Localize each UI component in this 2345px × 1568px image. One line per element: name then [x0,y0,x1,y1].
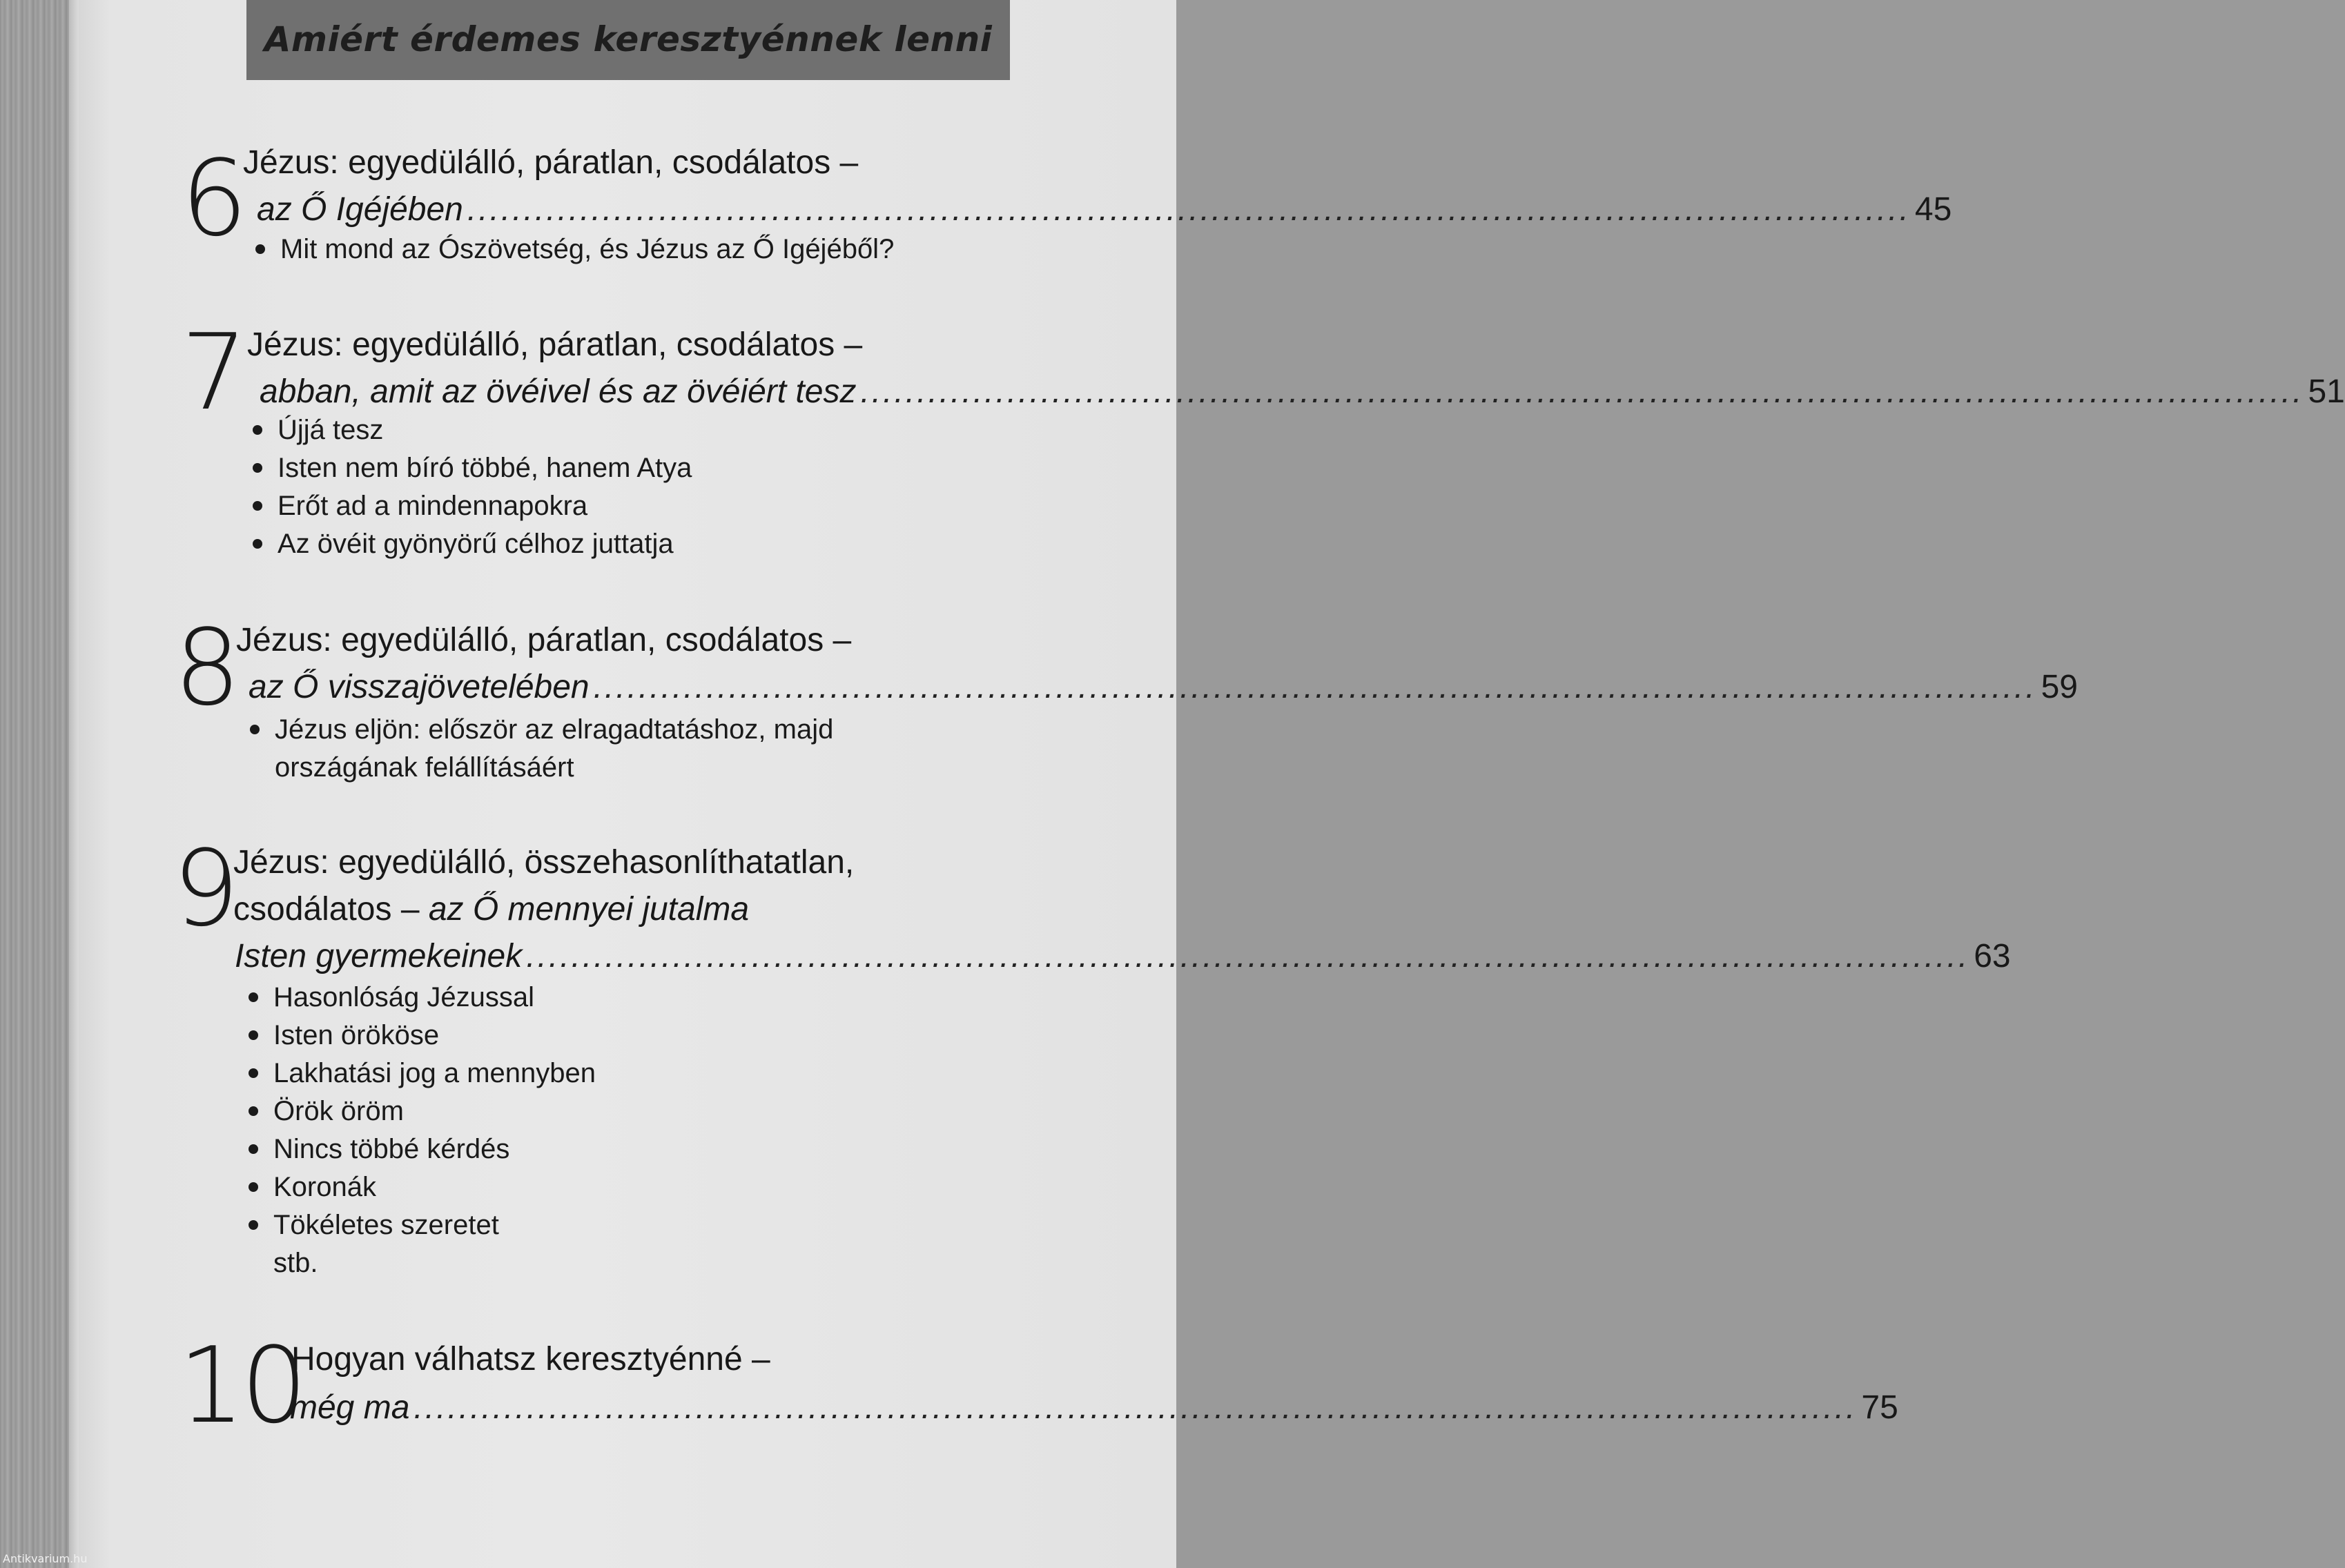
bullet-icon [253,463,262,473]
bullet-icon [249,1144,258,1154]
header-bar [246,0,1010,80]
list-item: Lakhatási jog a mennyben [249,1055,596,1092]
leader-dots: ................................................................................................................................ [593,669,2037,705]
entry-subtitle: az Ő visszajövetelében [249,669,590,705]
bullet-list [249,979,596,1282]
page-number: 59 [2041,669,2078,705]
bullet-icon [249,1106,258,1116]
list-item-continuation: stb. [273,1248,318,1278]
page-edge [69,0,79,1568]
chapter-number: 6 [181,137,248,259]
entry-title-line: Jézus: egyedülálló, összehasonlíthatatlan, [233,844,855,881]
list-item: Örök öröm [249,1092,596,1130]
page-number: 75 [1861,1389,1898,1426]
bullet-icon [249,1068,258,1078]
entry-leader-line [260,373,2345,410]
list-item: Tökéletes szeretet [249,1206,596,1244]
list-item: Koronák [249,1168,596,1206]
bullet-icon [253,501,262,511]
entry-leader-line [290,1389,1898,1426]
chapter-number: 10 [178,1324,304,1447]
list-item: Isten örököse [249,1017,596,1055]
bullet-icon [255,244,265,254]
entry-leader-line [235,938,2011,974]
bullet-icon [250,725,260,734]
bullet-list [250,711,833,787]
leader-dots: ................................................................................................................................ [860,373,2304,410]
entry-title-line-2: csodálatos – az Ő mennyei jutalma [233,891,750,928]
list-item: Hasonlóság Jézussal [249,979,596,1017]
entry-subtitle: még ma [290,1389,410,1426]
entry-leader-line [257,191,1952,228]
watermark: Antikvarium.hu [3,1552,88,1565]
bullet-list [253,411,692,563]
list-item: Erőt ad a mindennapokra [253,487,692,525]
bullet-icon [249,992,258,1002]
bullet-icon [249,1030,258,1040]
entry-subtitle: Isten gyermekeinek [235,938,523,974]
page-number: 51 [2308,373,2345,410]
leader-dots: ................................................................................................................................ [526,938,1970,974]
chapter-number: 8 [174,607,241,729]
list-item: Az övéit gyönyörű célhoz juttatja [253,525,692,563]
bullet-icon [253,425,262,435]
background-surface [0,0,76,1568]
leader-dots: ................................................................................................................................ [467,191,1911,228]
entry-subtitle: az Ő Igéjében [257,191,463,228]
bullet-icon [249,1182,258,1192]
entry-title-line: Hogyan válhatsz keresztyénné – [291,1341,770,1378]
list-item: Jézus eljön: először az elragadtatáshoz, majd [250,711,833,749]
chapter-number: 7 [181,311,248,433]
page-title: Amiért érdemes keresztyénnek lenni [264,19,993,59]
bullet-icon [253,539,262,549]
chapter-number: 9 [173,827,240,950]
bullet-icon [249,1220,258,1230]
entry-title-line: Jézus: egyedülálló, páratlan, csodálatos – [236,622,852,658]
bullet-list [255,231,894,268]
leader-dots: ................................................................................................................................ [413,1389,1858,1426]
list-item: Mit mond az Ószövetség, és Jézus az Ő Igéjéből? [255,231,894,268]
list-item-continuation: országának felállításáért [275,752,574,783]
page-number: 45 [1914,191,1952,228]
list-item: Isten nem bíró többé, hanem Atya [253,449,692,487]
list-item: Újjá tesz [253,411,692,449]
entry-subtitle: abban, amit az övéivel és az övéiért tesz [260,373,857,410]
page-number: 63 [1974,938,2011,974]
list-item: Nincs többé kérdés [249,1130,596,1168]
entry-leader-line [249,669,2078,705]
entry-title-line: Jézus: egyedülálló, páratlan, csodálatos – [247,326,863,363]
entry-title-line: Jézus: egyedülálló, páratlan, csodálatos – [243,144,859,181]
